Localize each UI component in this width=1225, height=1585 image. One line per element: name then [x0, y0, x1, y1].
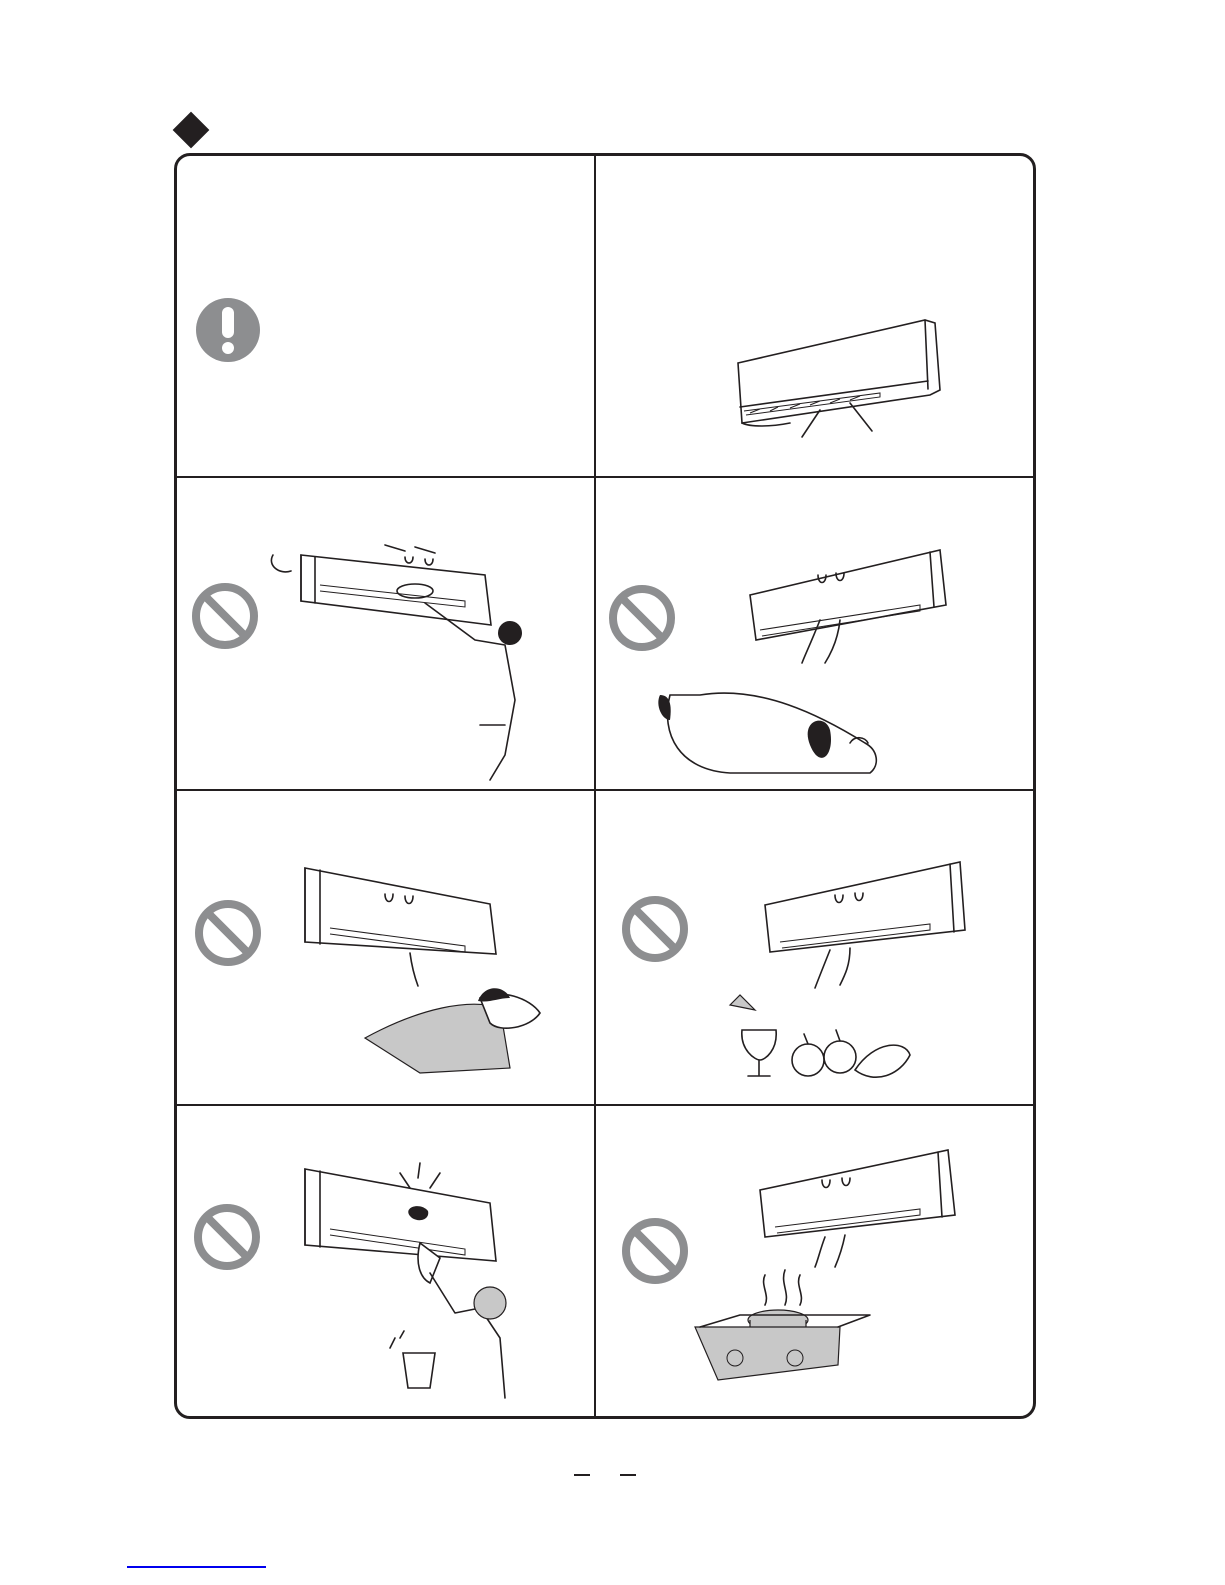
grid-divider-row-2 [176, 789, 1035, 791]
page-number-line-right [620, 1474, 636, 1476]
grid-divider-row-1 [176, 476, 1035, 478]
prohibition-icon [194, 1204, 260, 1270]
grid-divider-row-3 [176, 1104, 1035, 1106]
grid-divider-vertical [594, 155, 596, 1418]
prohibition-icon [192, 583, 258, 649]
warning-icon [196, 298, 260, 362]
prohibition-icon [622, 1218, 688, 1284]
page-number-line-left [574, 1474, 590, 1476]
section-bullet-icon [173, 112, 210, 149]
prohibition-icon [622, 896, 688, 962]
footer-link[interactable] [127, 1566, 266, 1568]
prohibition-icon [195, 900, 261, 966]
